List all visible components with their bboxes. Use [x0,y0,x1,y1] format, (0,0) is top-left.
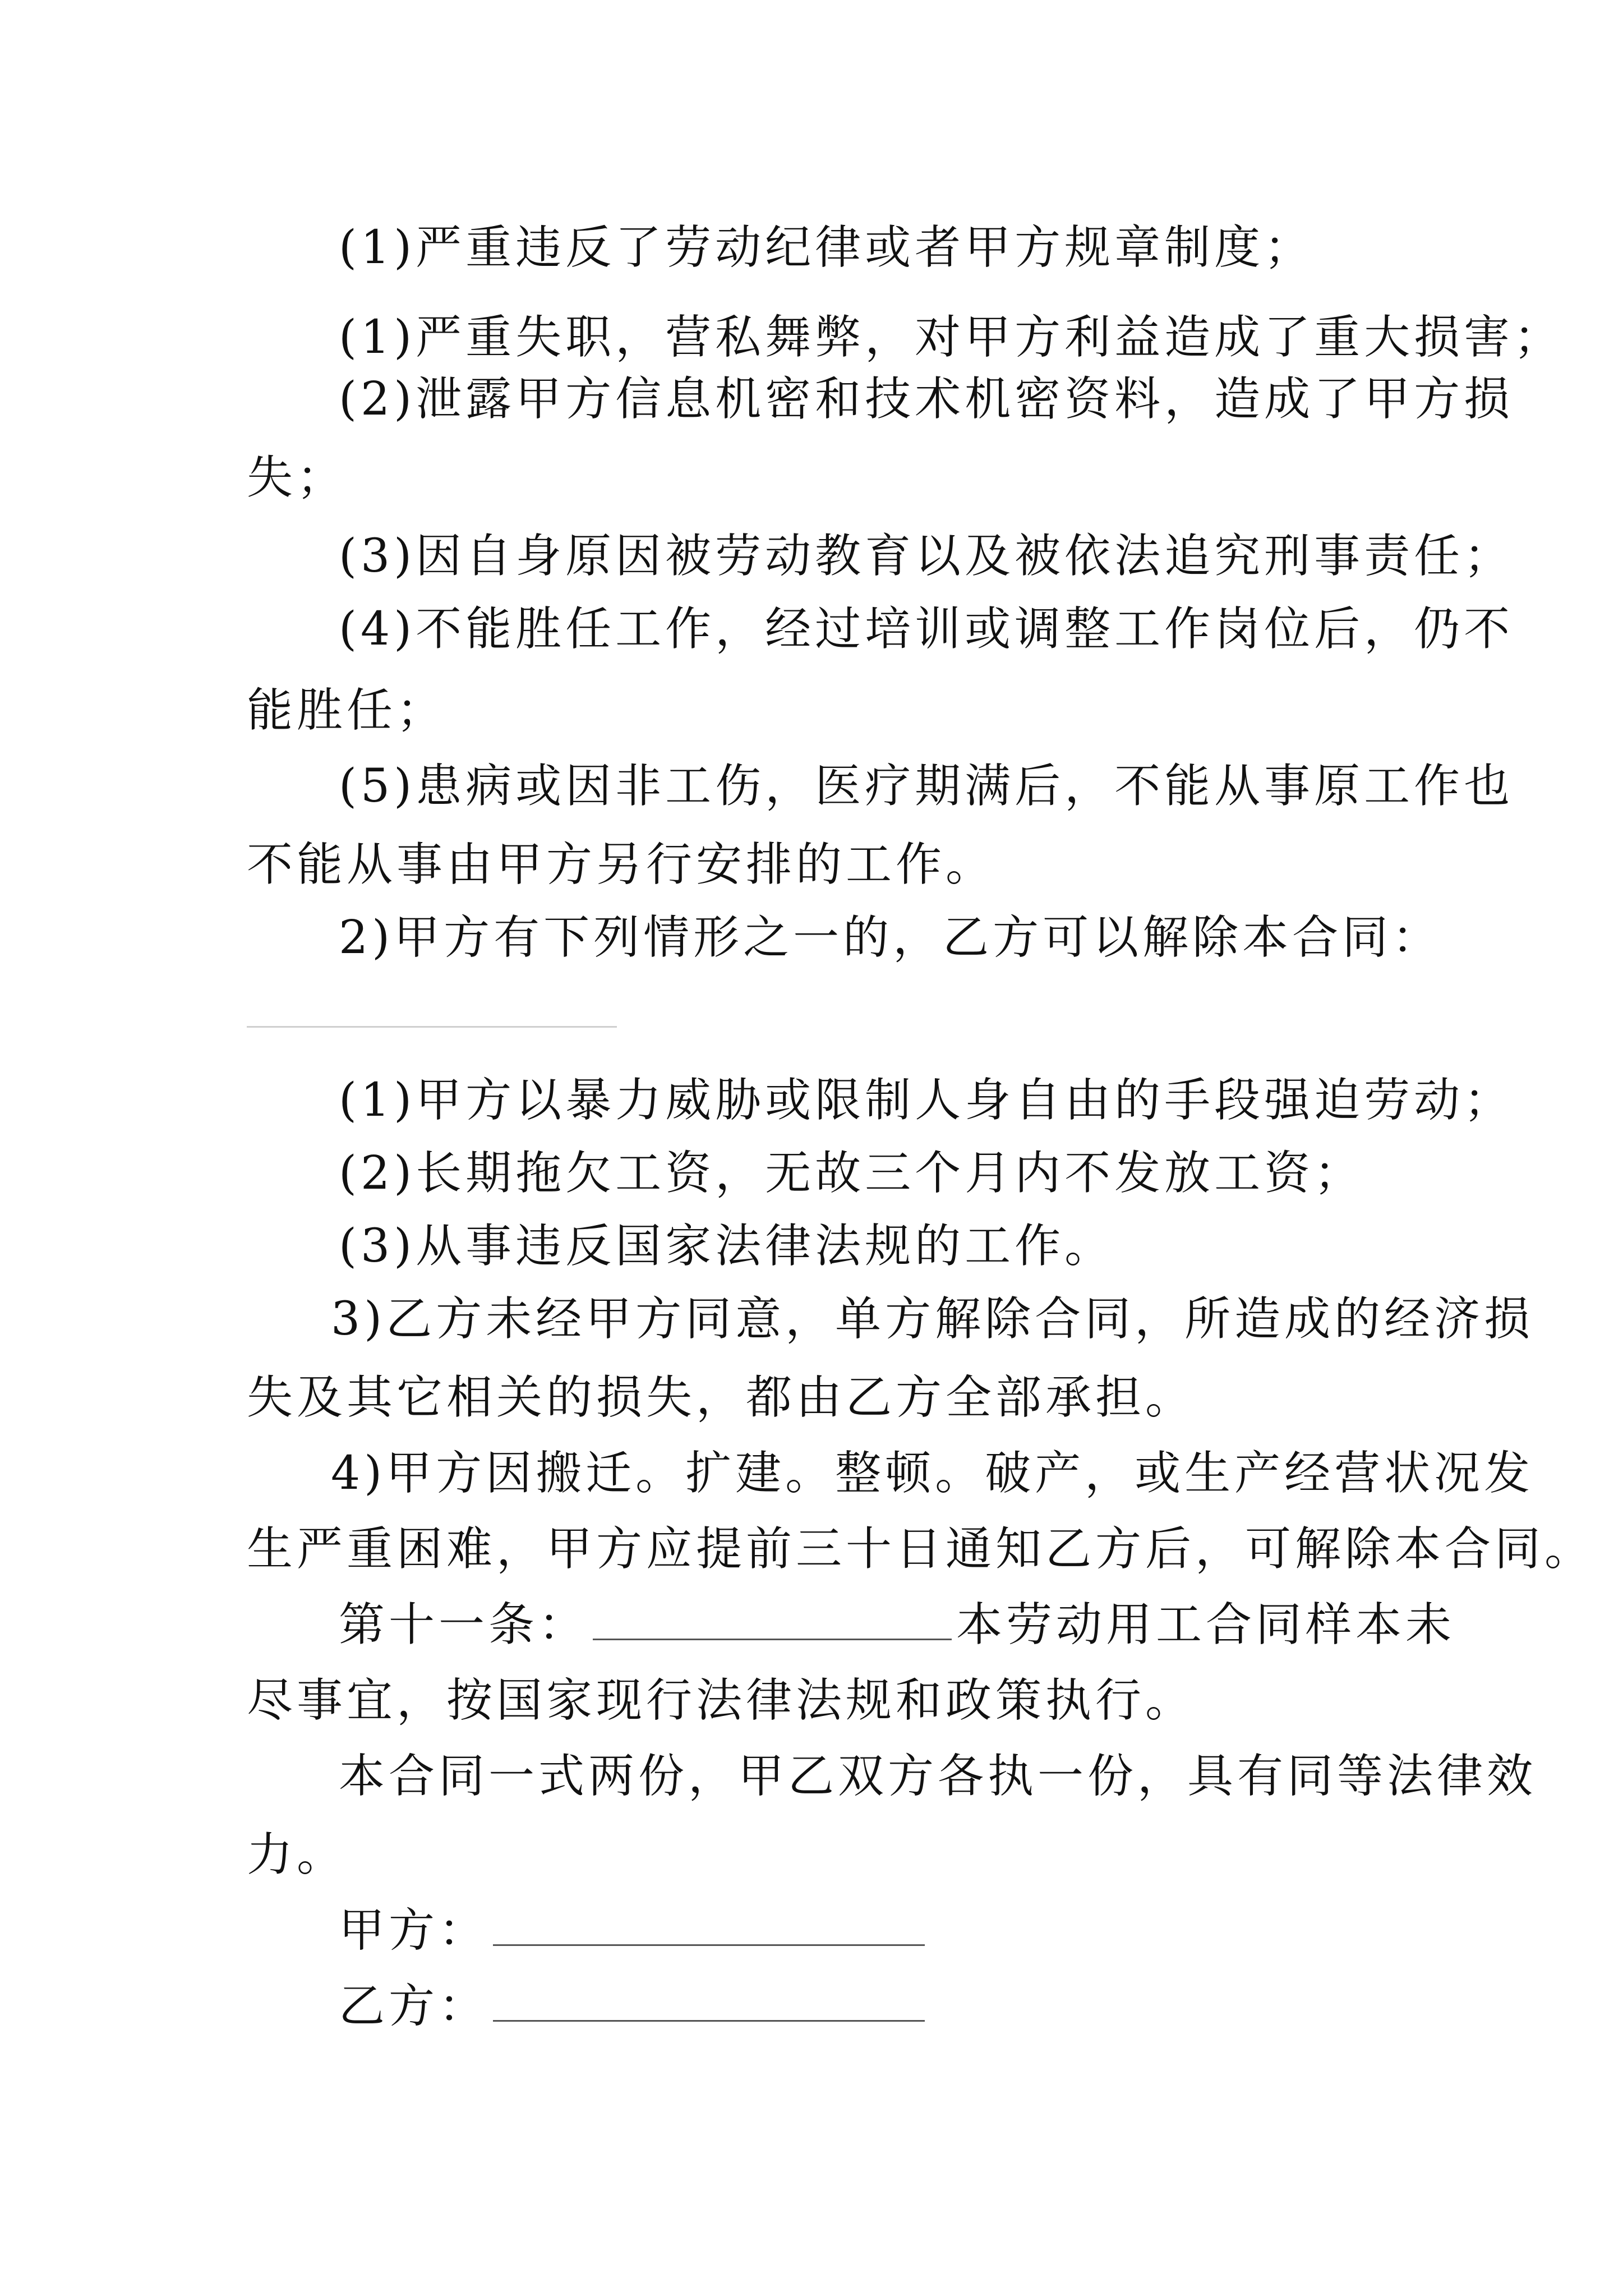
copies-line: 本合同一式两份，甲乙双方各执一份，具有同等法律效 [339,1750,1537,1803]
clause-line: (3)因自身原因被劳动教育以及被依法追究刑事责任； [339,530,1514,583]
clause-line: (1)严重违反了劳动纪律或者甲方规章制度； [339,221,1315,274]
article-11-text: 本劳动用工合同样本未 [956,1598,1456,1651]
clause-line-continuation: 能胜任； [247,684,447,737]
party-b-signature-line [247,1961,1385,2052]
article-11-blank[interactable] [593,1605,952,1640]
clause-line-continuation: 不能从事由甲方另行安排的工作。 [247,838,996,891]
article-11-continuation: 尽事宜，按国家现行法律法规和政策执行。 [247,1674,1196,1727]
clause-line: (2)泄露甲方信息机密和技术机密资料，造成了甲方损 [339,372,1514,426]
clause-line: (1)甲方以暴力威胁或限制人身自由的手段强迫劳动； [339,1074,1514,1127]
clause-line-continuation: 失及其它相关的损失，都由乙方全部承担。 [247,1371,1196,1424]
clause-line: (3)从事违反国家法律法规的工作。 [339,1220,1115,1273]
footnote-divider [247,1026,617,1028]
party-a-label: 甲方： [339,1904,489,1957]
clause-line: (5)患病或因非工伤，医疗期满后，不能从事原工作也 [339,760,1514,813]
party-b-label: 乙方： [339,1980,489,2033]
clause-line: 4)甲方因搬迁。扩建。整顿。破产，或生产经营状况发 [331,1447,1534,1500]
clause-line-continuation: 失； [247,451,347,504]
clause-line: (1)严重失职，营私舞弊，对甲方利益造成了重大损害； [339,311,1564,364]
party-b-blank[interactable] [493,1986,925,2022]
clause-line: (2)长期拖欠工资，无故三个月内不发放工资； [339,1147,1364,1200]
clause-line: 3)乙方未经甲方同意，单方解除合同，所造成的经济损 [331,1292,1534,1346]
clause-line: (4)不能胜任工作，经过培训或调整工作岗位后，仍不 [339,602,1514,656]
clause-line: 2)甲方有下列情形之一的，乙方可以解除本合同： [339,911,1442,964]
copies-line-continuation: 力。 [247,1828,347,1881]
article-11-label: 第十一条： [339,1598,589,1651]
clause-line-continuation: 生严重困难，甲方应提前三十日通知乙方后，可解除本合同。 [247,1522,1595,1576]
party-a-blank[interactable] [493,1911,925,1946]
